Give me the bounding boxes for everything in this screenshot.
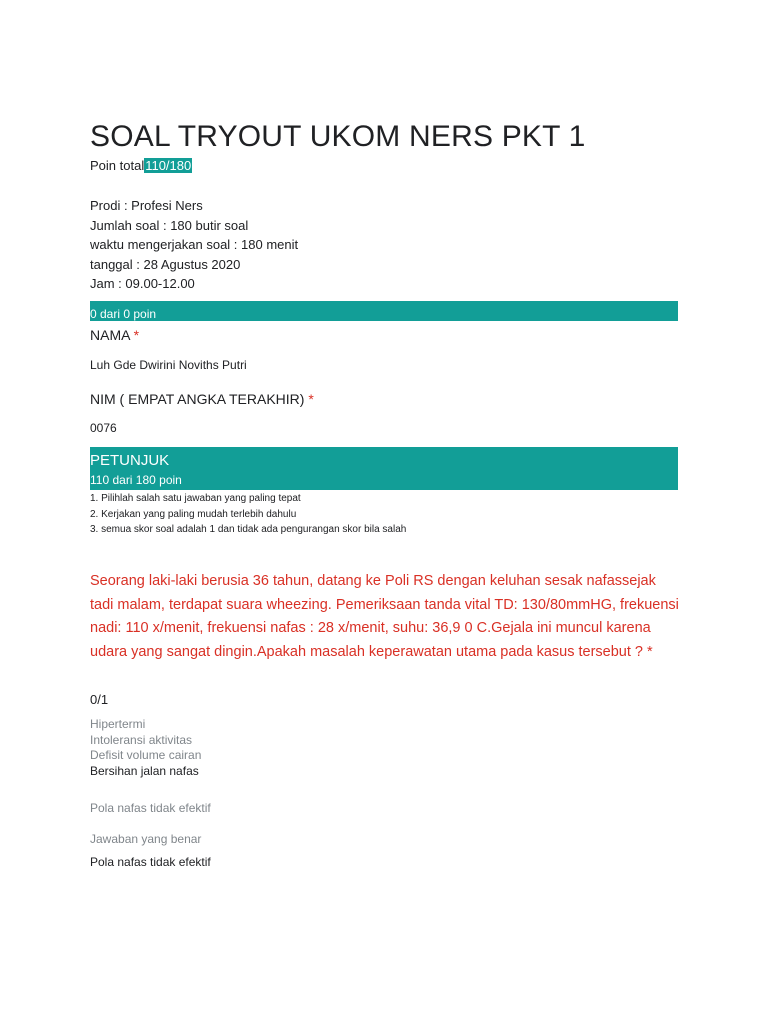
answer-options bbox=[90, 717, 201, 779]
petunjuk-score: 110 dari 180 poin bbox=[90, 473, 182, 487]
section-score-bar bbox=[90, 301, 678, 321]
info-waktu: waktu mengerjakan soal : 180 menit bbox=[90, 237, 299, 252]
total-points-row bbox=[90, 158, 192, 173]
option-defisit-volume-cairan: Defisit volume cairan bbox=[90, 748, 202, 762]
total-points-value: 110/180 bbox=[145, 158, 192, 173]
page-title: SOAL TRYOUT UKOM NERS PKT 1 bbox=[90, 120, 586, 153]
info-jam: Jam : 09.00-12.00 bbox=[90, 276, 195, 291]
quiz-info bbox=[90, 196, 298, 294]
instruction-list bbox=[90, 491, 406, 538]
option-pola-nafas: Pola nafas tidak efektif bbox=[90, 801, 211, 815]
option-intoleransi-aktivitas: Intoleransi aktivitas bbox=[90, 732, 193, 747]
nim-label-text: NIM ( EMPAT ANGKA TERAKHIR) bbox=[90, 391, 305, 407]
question-text bbox=[90, 570, 680, 664]
option-selected: Bersihan jalan nafas bbox=[90, 763, 199, 778]
question-score: 0/1 bbox=[90, 692, 109, 707]
required-mark: * bbox=[647, 643, 653, 660]
total-points-label: Poin total bbox=[90, 158, 145, 173]
instruction-item: 1. Pilihlah salah satu jawaban yang paling tepat bbox=[90, 493, 301, 504]
nama-answer: Luh Gde Dwirini Noviths Putri bbox=[90, 358, 247, 372]
question-body: Seorang laki-laki berusia 36 tahun, datang ke Poli RS dengan keluhan sesak nafassejak tadi malam, terdapat suara wheezing. Pemeriksaan tanda vital TD: 130/80mmHG, frekuensi nadi: 110 x/menit, frekuensi nafas : 28 x/menit, suhu: 36,9 0 C.Gejala ini muncul karena udara yang sangat dingin.Apakah masalah keperawatan utama pada kasus tersebut ? bbox=[90, 573, 679, 660]
section-score: 0 dari 0 poin bbox=[90, 307, 157, 321]
instruction-item: 3. semua skor soal adalah 1 dan tidak ada pengurangan skor bila salah bbox=[90, 524, 407, 535]
instruction-item: 2. Kerjakan yang paling mudah terlebih dahulu bbox=[90, 508, 297, 520]
required-mark: * bbox=[133, 327, 140, 343]
info-jumlah-soal: Jumlah soal : 180 butir soal bbox=[90, 217, 249, 233]
nim-label bbox=[90, 391, 314, 407]
required-mark: * bbox=[308, 391, 314, 407]
nim-answer: 0076 bbox=[90, 421, 117, 435]
correct-answer: Pola nafas tidak efektif bbox=[90, 855, 211, 869]
nama-label-text: NAMA bbox=[90, 327, 130, 343]
petunjuk-header bbox=[90, 447, 678, 490]
correct-answer-label: Jawaban yang benar bbox=[90, 832, 202, 846]
option-hipertermi: Hipertermi bbox=[90, 717, 146, 731]
info-prodi: Prodi : Profesi Ners bbox=[90, 198, 203, 213]
petunjuk-title: PETUNJUK bbox=[90, 452, 170, 469]
nama-label bbox=[90, 327, 139, 343]
info-tanggal: tanggal : 28 Agustus 2020 bbox=[90, 256, 241, 272]
